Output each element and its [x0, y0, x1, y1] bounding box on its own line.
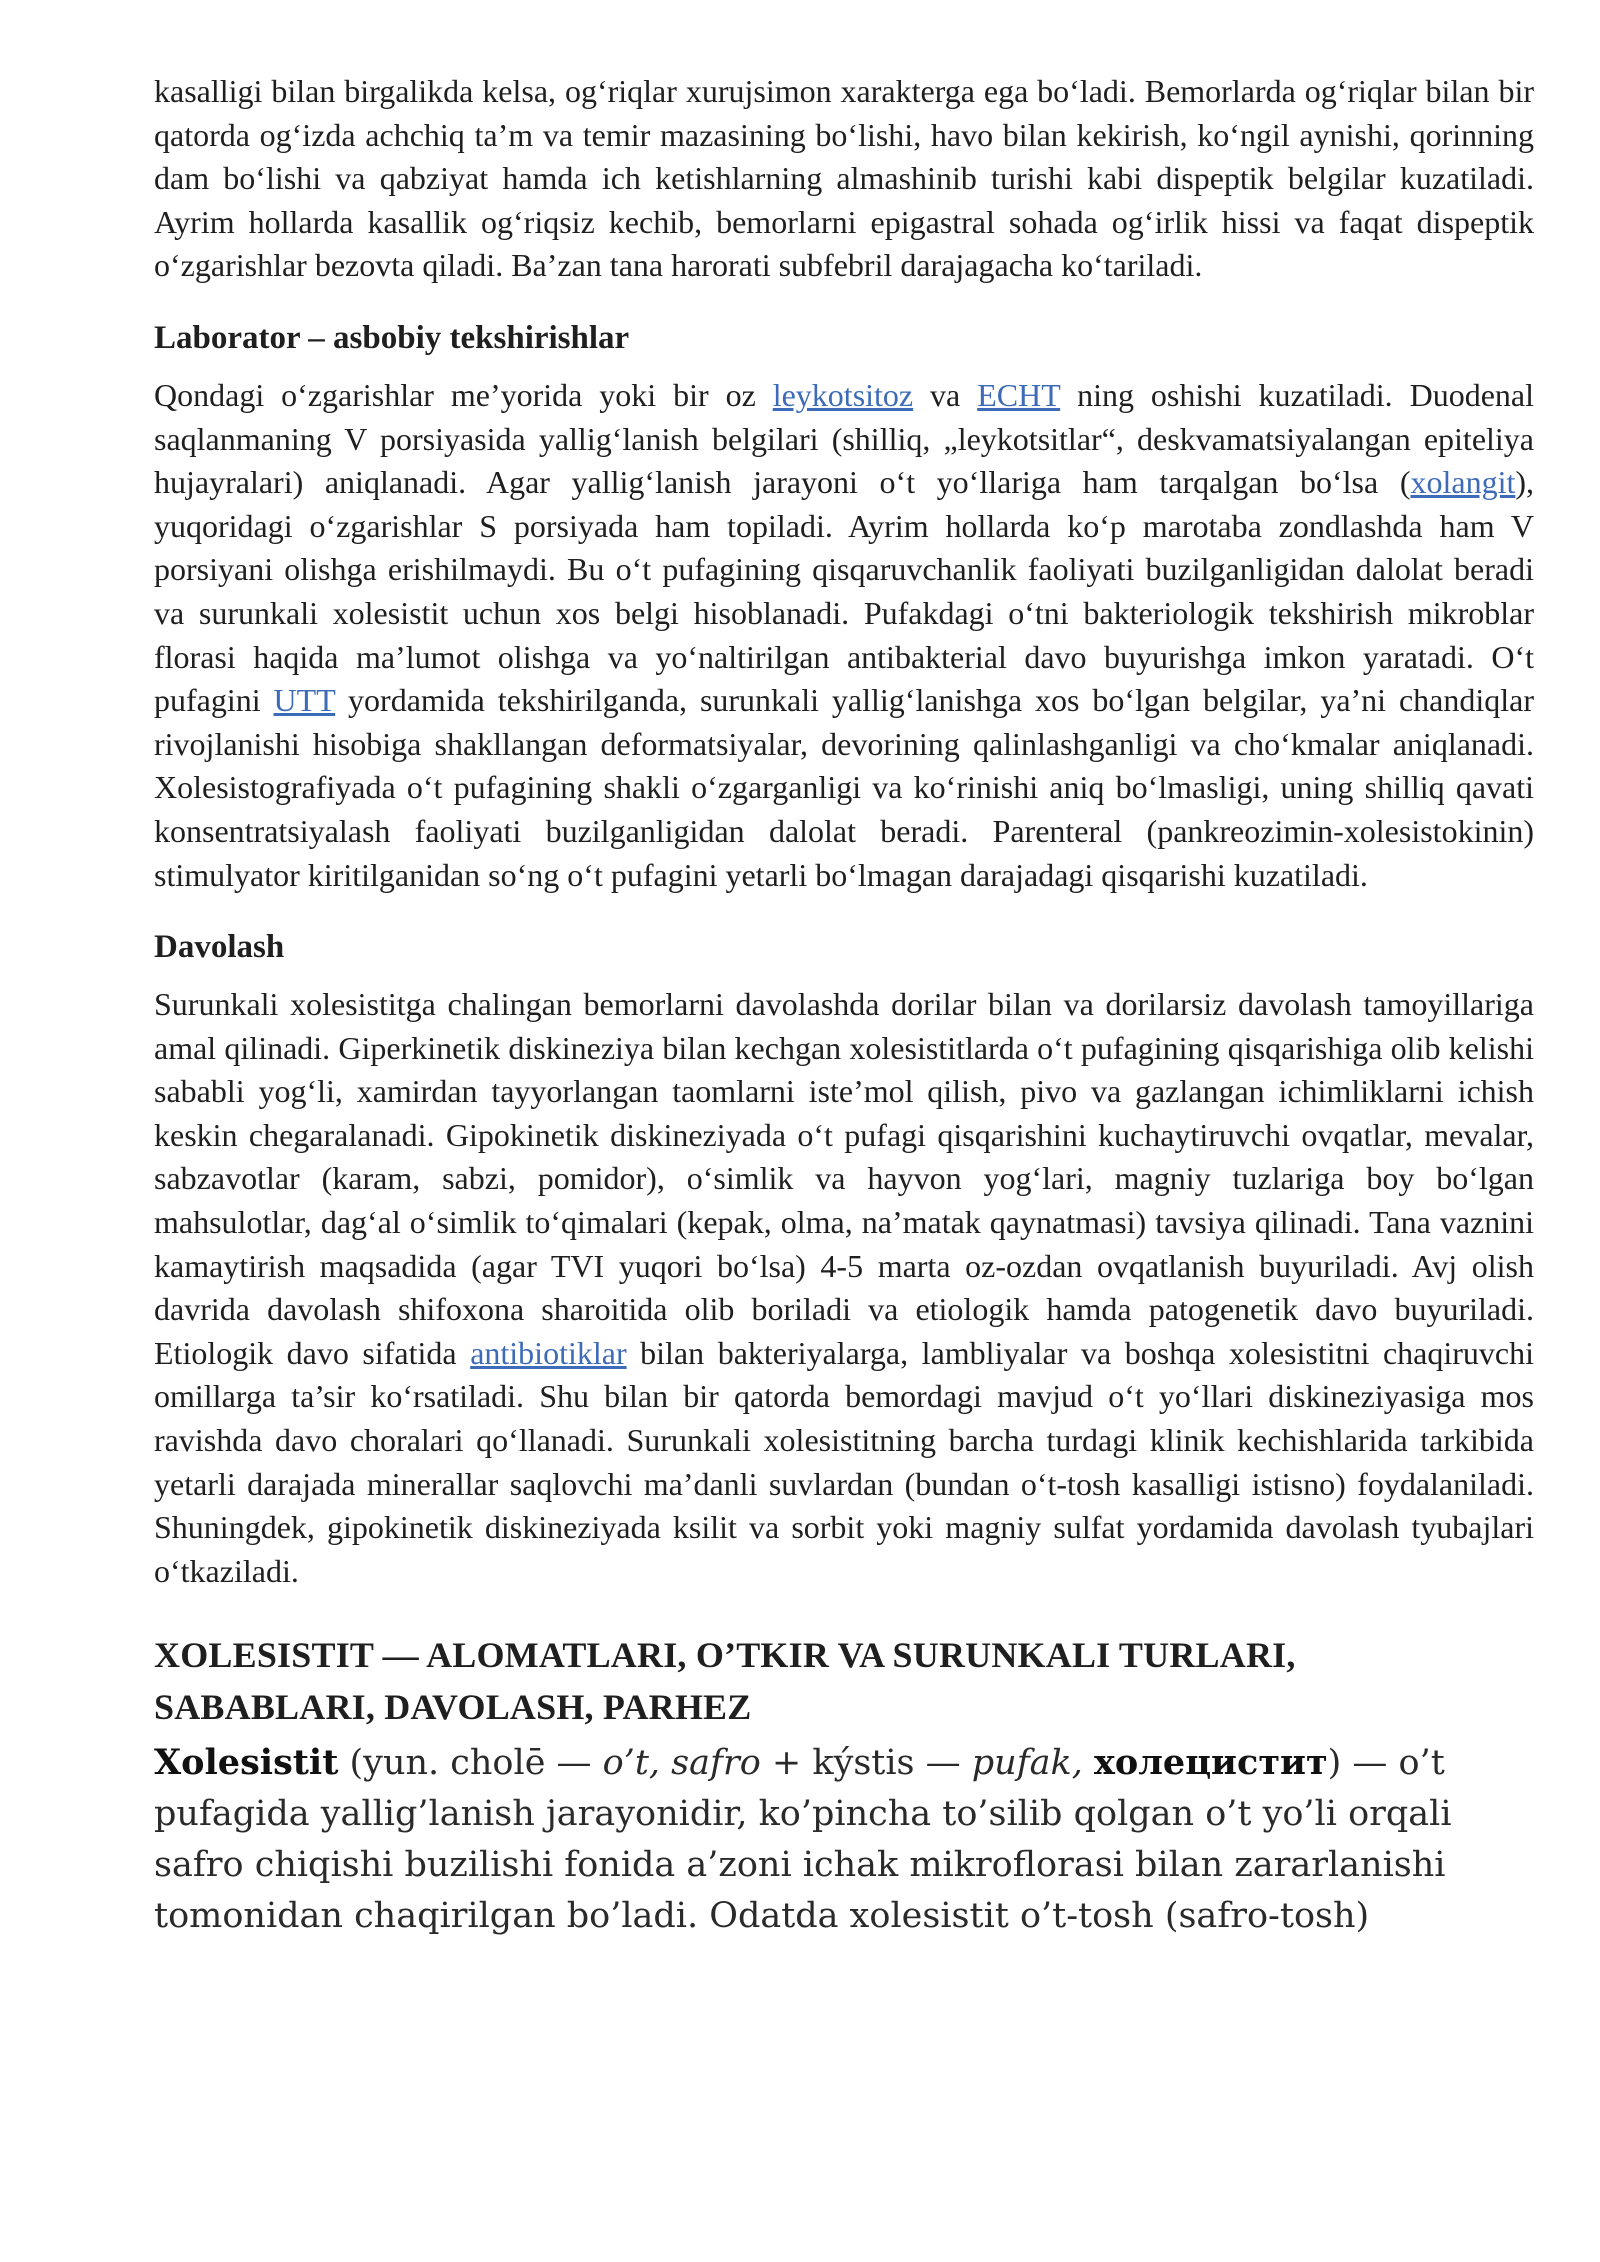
text-segment: yordamida tekshirilganda, surunkali yallig‘lanishga xos bo‘lgan belgilar, ya’ni chandiqlar rivojlanishi hisobiga shakllangan deformatsiyalar, devorining qalinlashganligi va cho‘kmalar aniqlanadi. Xolesistografiyada o‘t pufagining shakli o‘zgarganligi va ko‘rinishi aniq bo‘lmasligi, uning shilliq qavati konsentratsiyalash faoliyati buzilganligidan dalolat beradi. Parenteral (pankreozimin-xolesistokinin) stimulyator kiritilganidan so‘ng o‘t pufagini yetarli bo‘lmagan darajadagi qisqarishi kuzatiladi. [154, 682, 1535, 893]
term-russian: холецистит [1094, 1742, 1328, 1784]
text-segment: (yun. cholē — [338, 1743, 603, 1784]
text-segment [1083, 1743, 1094, 1783]
text-segment: va [913, 376, 978, 413]
text-segment: bilan bakteriyalarga, lambliyalar va boshqa xolesistitni chaqiruvchi omillarga ta’sir ko‘rsatiladi. Shu bilan bir qatorda bemordagi mavjud o‘t yo‘llari diskineziyasiga mos ravishda davo choralari qo‘llanadi. Surunkali xolesistitning barcha turdagi klinik kechishlarida tarkibida yetarli darajada minerallar saqlovchi ma’danli suvlardan (bundan o‘t-tosh kasalligi istisno) foydalaniladi. Shuningdek, gipokinetik diskineziyada ksilit va sorbit yoki magniy sulfat yordamida davolash tyubajlari o‘tkaziladi. [154, 1334, 1535, 1589]
text-segment: ), yuqoridagi o‘zgarishlar S porsiyada ham topiladi. Ayrim hollarda ko‘p marotaba zondlashda ham V porsiyani olishga erishilmaydi. Bu o‘t pufagining qisqaruvchanlik faoliyati buzilganligidan dalolat beradi va surunkali xolesistit uchun xos belgi hisoblanadi. Pufakdagi o‘tni bakteriologik tekshirish mikroblar florasi haqida ma’lumot olishga va yo‘naltirilgan antibakterial davo buyurishga imkon yaratadi. O‘t pufagini [154, 464, 1534, 719]
text-segment: ) — o’t pufagida yallig’lanish jarayonidir, ko’pincha to’silib qolgan o’t yo’li orqali safro chiqishi buzilishi fonida a’zoni ichak mikroflorasi bilan zararlanishi tomonidan chaqirilgan bo’ladi. Odatda xolesistit o’t-tosh (safro-tosh) [154, 1743, 1452, 1937]
document-page [154, 70, 1534, 1942]
section-title-line-1: XOLESISTIT — ALOMATLARI, O’TKIR VA SURUNKALI TURLARI, [154, 1635, 1296, 1676]
text-segment: ning oshishi kuzatiladi. Duodenal saqlanmaning V porsiyasida yallig‘lanish belgilari (shilliq, „leykotsitlar“, deskvamatsiyalangan epiteliya hujayralari) aniqlanadi. Agar yallig‘lanish jarayoni o‘t yo‘llariga ham tarqalgan bo‘lsa ( [154, 376, 1535, 501]
paragraph-symptoms: kasalligi bilan birgalikda kelsa, og‘riqlar xurujsimon xarakterga ega bo‘ladi. Bemorlarda og‘riqlar bilan bir qatorda og‘izda achchiq ta’m va temir mazasining bo‘lishi, havo bilan kekirish, ko‘ngil aynishi, qorinning dam bo‘lishi va qabziyat hamda ich ketishlarning almashinib turishi kabi dispeptik belgilar kuzatiladi. Ayrim hollarda kasallik og‘riqsiz kechib, bemorlarni epigastral sohada og‘irlik hissi va faqat dispeptik o‘zgarishlar bezovta qiladi. Ba’zan tana harorati subfebril darajagacha ko‘tariladi. [154, 73, 1534, 284]
text-segment: + kýstis — [760, 1743, 972, 1784]
term-xolesistit: Xolesistit [154, 1742, 339, 1784]
link-antibiotiklar[interactable]: antibiotiklar [470, 1334, 627, 1371]
text-segment: Surunkali xolesistitga chalingan bemorlarni davolashda dorilar bilan va dorilarsiz davolash tamoyillariga amal qilinadi. Giperkinetik diskineziya bilan kechgan xolesistitlarda o‘t pufagining qisqarishiga olib kelishi sababli yog‘li, xamirdan tayyorlangan taomlarni iste’mol qilish, pivo va gazlangan ichimliklarni ichish keskin chegaralanadi. Gipokinetik diskineziyada o‘t pufagi qisqarishini kuchaytiruvchi ovqatlar, mevalar, sabzavotlar (karam, sabzi, pomidor), o‘simlik va hayvon yog‘lari, magniy tuzlariga boy bo‘lgan mahsulotlar, dag‘al o‘simlik to‘qimalari (kepak, olma, na’matak qaynatmasi) tavsiya qilinadi. Tana vaznini kamaytirish maqsadida (agar TVI yuqori bo‘lsa) 4-5 marta oz-ozdan ovqatlanish buyuriladi. Avj olish davrida davolash shifoxona sharoitida olib boriladi va etiologik hamda patogenetik davo buyuriladi. Etiologik davo sifatida [154, 986, 1534, 1371]
paragraph-treatment [154, 983, 1534, 1593]
italic-segment: pufak, [971, 1743, 1083, 1784]
section-title [154, 1629, 1534, 1733]
text-segment: Qondagi o‘zgarishlar me’yorida yoki bir oz [154, 376, 773, 413]
link-echt[interactable]: ECHT [977, 376, 1061, 413]
link-utt[interactable]: UTT [273, 682, 336, 719]
italic-segment: o’t, safro [602, 1743, 761, 1784]
link-leykotsitoz[interactable]: leykotsitoz [772, 376, 914, 413]
paragraph-laboratory [154, 374, 1534, 897]
heading-laboratory: Laborator – asbobiy tekshirishlar [154, 319, 630, 356]
link-xolangit[interactable]: xolangit [1410, 464, 1516, 501]
section-title-line-2: SABABLARI, DAVOLASH, PARHEZ [154, 1687, 752, 1728]
heading-treatment: Davolash [154, 929, 285, 966]
paragraph-definition [154, 1737, 1534, 1942]
